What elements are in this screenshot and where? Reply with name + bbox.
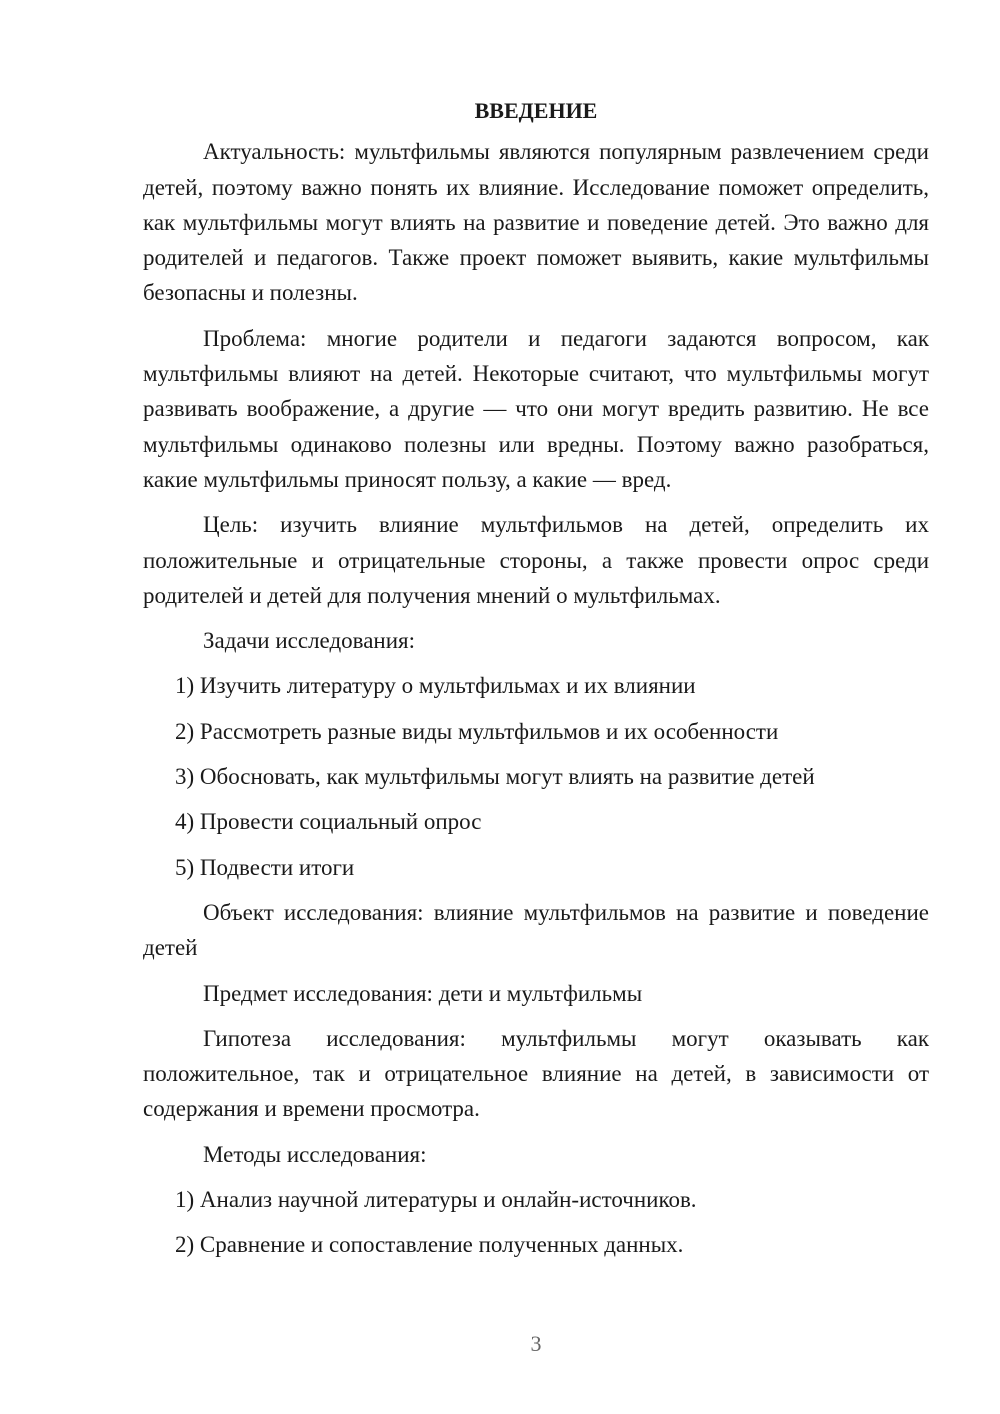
section-title: ВВЕДЕНИЕ: [474, 98, 598, 123]
method-item: 2) Сравнение и сопоставление полученных данных.: [175, 1232, 684, 1258]
tasks-heading: Задачи исследования:: [203, 628, 416, 654]
object-paragraph: Объект исследования: влияние мультфильмов на развитие и поведение детей: [143, 899, 929, 961]
task-item: 3) Обосновать, как мультфильмы могут влиять на развитие детей: [175, 764, 815, 790]
task-item: 1) Изучить литературу о мультфильмах и их влиянии: [175, 673, 696, 699]
relevance-paragraph: Актуальность: мультфильмы являются популярным развлечением среди детей, поэтому важно понять их влияние. Исследование поможет определить, как мультфильмы могут влиять на развитие и поведение детей. Это важно для родителей и педагогов. Также проект поможет выявить, какие мультфильмы безопасны и полезны.: [143, 139, 929, 306]
page-number: 3: [530, 1331, 542, 1356]
hypothesis-paragraph: Гипотеза исследования: мультфильмы могут оказывать как положительное, так и отрицательное влияние на детей, в зависимости от содержания и времени просмотра.: [143, 1025, 929, 1122]
task-item: 2) Рассмотреть разные виды мультфильмов и их особенности: [175, 718, 779, 744]
method-item: 1) Анализ научной литературы и онлайн-источников.: [175, 1187, 697, 1213]
subject-paragraph: Предмет исследования: дети и мультфильмы: [203, 980, 643, 1006]
problem-paragraph: Проблема: многие родители и педагоги задаются вопросом, как мультфильмы влияют на детей. Некоторые считают, что мультфильмы могут развивать воображение, а другие — что они могут вредить развитию. Не все мультфильмы одинаково полезны или вредны. Поэтому важно разобраться, какие мультфильмы приносят пользу, а какие — вред.: [143, 325, 929, 492]
methods-heading: Методы исследования:: [203, 1141, 427, 1167]
page-content: [143, 93, 929, 1273]
task-item: 5) Подвести итоги: [175, 854, 355, 880]
goal-paragraph: Цель: изучить влияние мультфильмов на детей, определить их положительные и отрицательные стороны, а также провести опрос среди родителей и детей для получения мнений о мультфильмах.: [143, 512, 929, 608]
task-item: 4) Провести социальный опрос: [175, 809, 482, 835]
